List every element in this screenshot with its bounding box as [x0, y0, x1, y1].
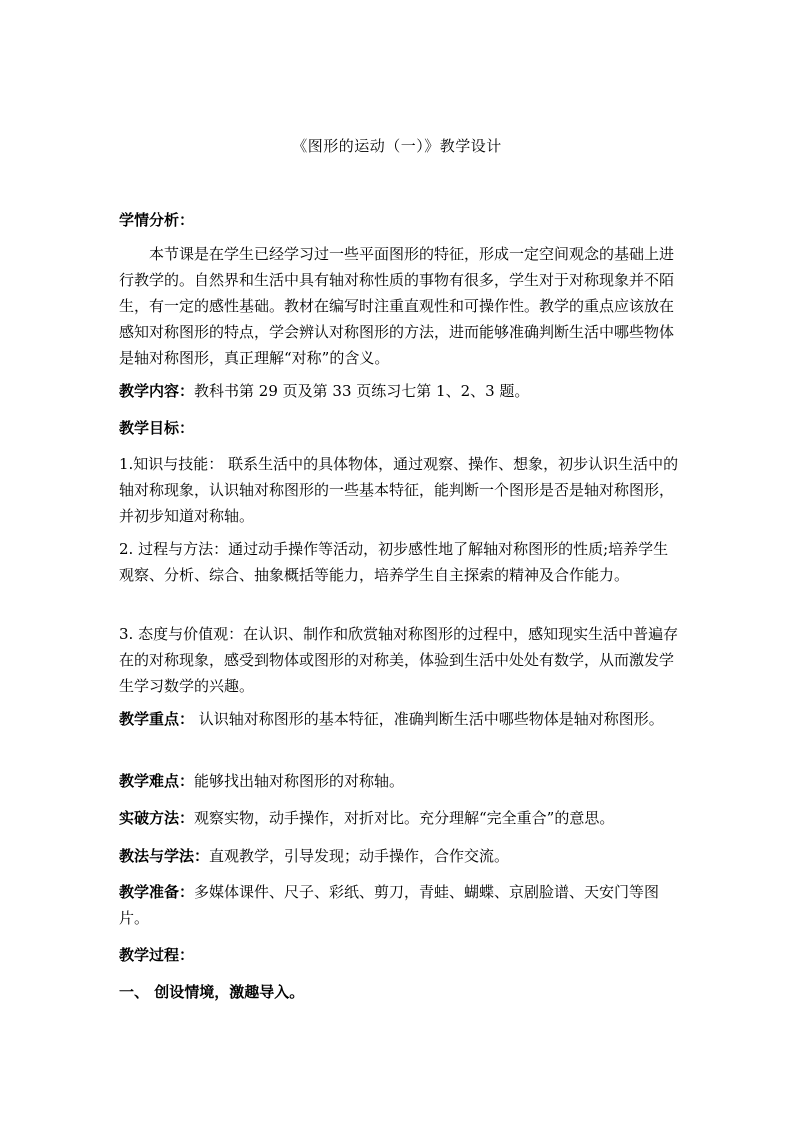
difficulty-line	[119, 768, 679, 794]
analysis-heading: 学情分析：	[119, 211, 195, 229]
goal-item-1: 1.知识与技能： 联系生活中的具体物体，通过观察、操作、想象，初步认识生活中的轴对称现象，认识轴对称图形的一些基本特征，能判断一个图形是否是轴对称图形，并初步知道对称轴。	[119, 455, 679, 525]
content-line	[119, 378, 679, 404]
key-points-line	[119, 706, 679, 732]
preparation-text: 多媒体课件、尺子、彩纸、剪刀，青蛙、蝴蝶、京剧脸谱、天安门等图片。	[119, 883, 660, 927]
methods-line	[119, 843, 679, 869]
process-heading: 教学过程：	[119, 946, 195, 964]
goals-heading: 教学目标：	[119, 419, 195, 437]
content-text: 教科书第 29 页及第 33 页练习七第 1、2、3 题。	[194, 382, 530, 400]
methods-text: 直观教学，引导发现；动手操作，合作交流。	[209, 847, 510, 865]
preparation-label: 教学准备：	[119, 883, 195, 901]
breakthrough-text: 观察实物，动手操作，对折对比。充分理解“完全重合”的意思。	[194, 809, 615, 827]
analysis-paragraph: 本节课是在学生已经学习过一些平面图形的特征，形成一定空间观念的基础上进行教学的。自然界和生活中具有轴对称性质的事物有很多，学生对于对称现象并不陌生，有一定的感性基础。教材在编写时注重直观性和可操作性。教学的重点应该放在感知对称图形的特点，学会辨认对称图形的方法，进而能够准确判断生活中哪些物体是轴对称图形，真正理解“对称”的含义。	[119, 245, 675, 367]
content-label: 教学内容：	[119, 382, 195, 400]
key-points-label: 教学重点：	[119, 710, 195, 728]
document-title: 《图形的运动（一）》教学设计	[292, 137, 502, 155]
preparation-line	[119, 879, 679, 931]
difficulty-text: 能够找出轴对称图形的对称轴。	[194, 772, 405, 790]
key-points-text: 认识轴对称图形的基本特征，准确判断生活中哪些物体是轴对称图形。	[194, 710, 664, 728]
goal-item-3: 3. 态度与价值观：在认识、制作和欣赏轴对称图形的过程中，感知现实生活中普遍存在的对称现象，感受到物体或图形的对称美，体验到生活中处处有数学，从而激发学生学习数学的兴趣。	[119, 625, 679, 695]
difficulty-label: 教学难点：	[119, 772, 195, 790]
breakthrough-label: 实破方法：	[119, 809, 195, 827]
goal-item-2: 2. 过程与方法：通过动手操作等活动，初步感性地了解轴对称图形的性质;培养学生观察、分析、综合、抽象概括等能力，培养学生自主探索的精神及合作能力。	[119, 540, 669, 584]
breakthrough-line	[119, 805, 679, 831]
methods-label: 教法与学法：	[119, 847, 210, 865]
step1-heading: 一、 创设情境，激趣导入。	[119, 983, 305, 1001]
